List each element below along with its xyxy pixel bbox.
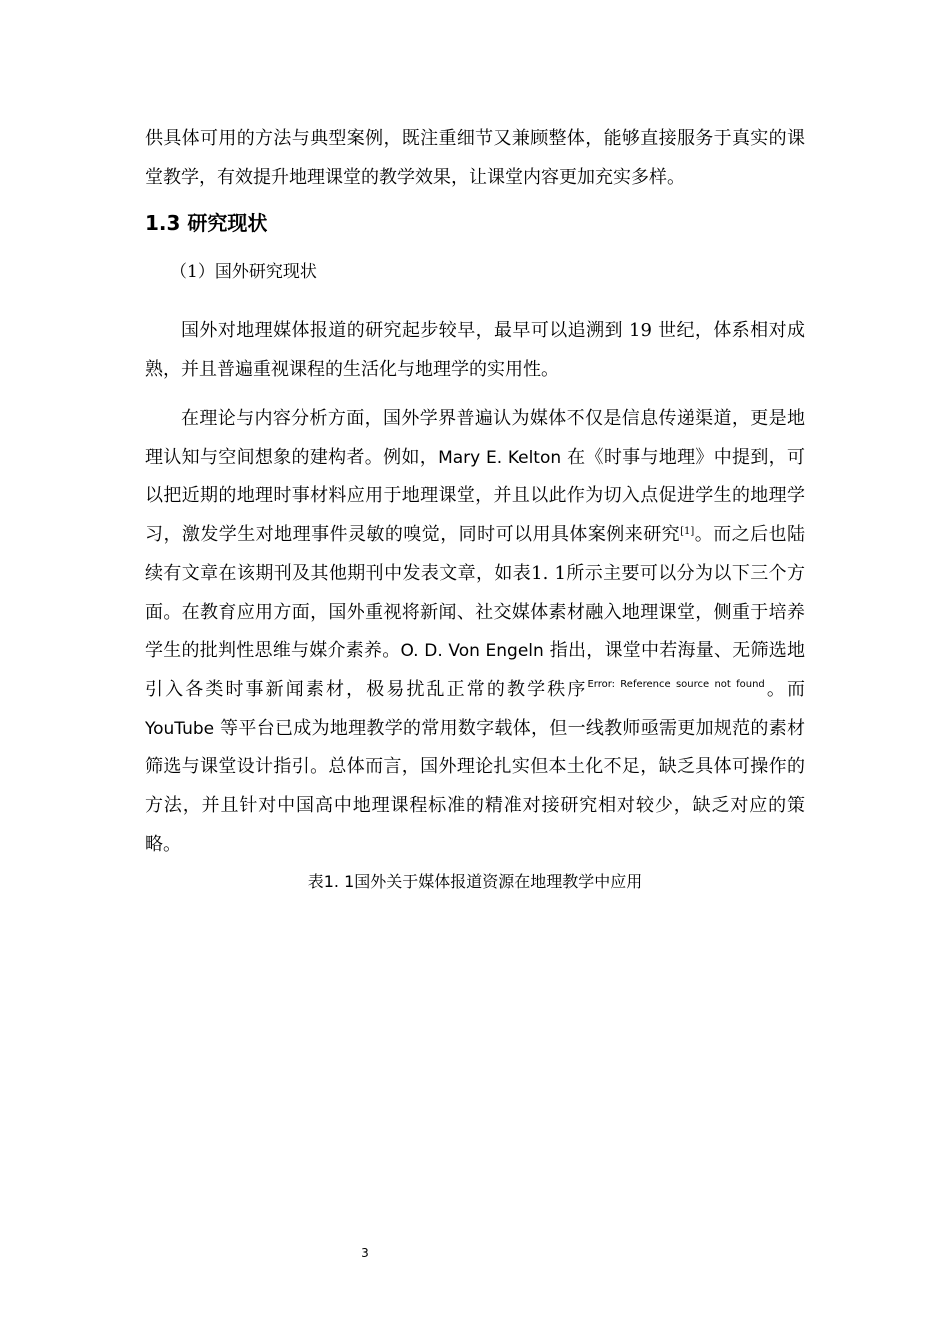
text-segment: 等平台已成为地理教学的常用数字载体，但一线教师亟需更加规范的素材筛选与课堂设计指引。总体而言，国外理论扎实但本土化不足，缺乏具体可操作的方法，并且针对中国高中地理课程标准的精准对接研究相对较少，缺乏对应的策略。 bbox=[145, 717, 805, 855]
paragraph-continued: 供具体可用的方法与典型案例，既注重细节又兼顾整体，能够直接服务于真实的课堂教学，有效提升地理课堂的教学效果，让课堂内容更加充实多样。 bbox=[145, 128, 805, 188]
author-name: Mary E. Kelton bbox=[438, 447, 562, 468]
paragraph-foreign-research-intro: 国外对地理媒体报道的研究起步较早，最早可以追溯到 19 世纪，体系相对成熟，并且普遍重视课程的生活化与地理学的实用性。 bbox=[145, 320, 805, 380]
subheading: （1）国外研究现状 bbox=[170, 262, 317, 282]
page-number bbox=[0, 1245, 950, 1261]
platform-name: YouTube bbox=[145, 718, 215, 739]
text-segment: 在理论与内容分析方面，国外学界普遍认为媒体不仅是信息传递渠道，更是地理认知与空间想象的建构者。例如， bbox=[145, 408, 805, 468]
author-name: O. D. Von Engeln bbox=[400, 641, 544, 662]
citation-link[interactable]: [1] bbox=[680, 526, 695, 538]
paragraph-theory-analysis bbox=[145, 400, 805, 864]
text-segment: 在《时事与地理》中提到，可以把近期的地理时事材料应用于地理课堂，并且以此作为切入点促进学生的地理学习，激发学生对地理事件灵敏的嗅觉，同时可以用具体案例来研究 bbox=[145, 446, 805, 546]
text-segment: 。而 bbox=[764, 678, 806, 700]
reference-error-field[interactable]: Error: Reference source not found bbox=[587, 678, 765, 690]
text-segment: 指出，课堂中若海量、无筛选地引入各类时事新闻素材，极易扰乱正常的教学秩序 bbox=[145, 640, 805, 700]
table-caption: 表1. 1国外关于媒体报道资源在地理教学中应用 bbox=[307, 872, 643, 891]
text-segment: 。而之后也陆续有文章在该期刊及其他期刊中发表文章，如表1. 1所示主要可以分为以下三个方面。在教育应用方面，国外重视将新闻、社交媒体素材融入地理课堂，侧重于培养学生的批判性思维与媒介素养。 bbox=[145, 524, 806, 662]
section-heading: 1.3 研究现状 bbox=[145, 211, 268, 235]
page-number-text: 3 bbox=[361, 1246, 369, 1260]
